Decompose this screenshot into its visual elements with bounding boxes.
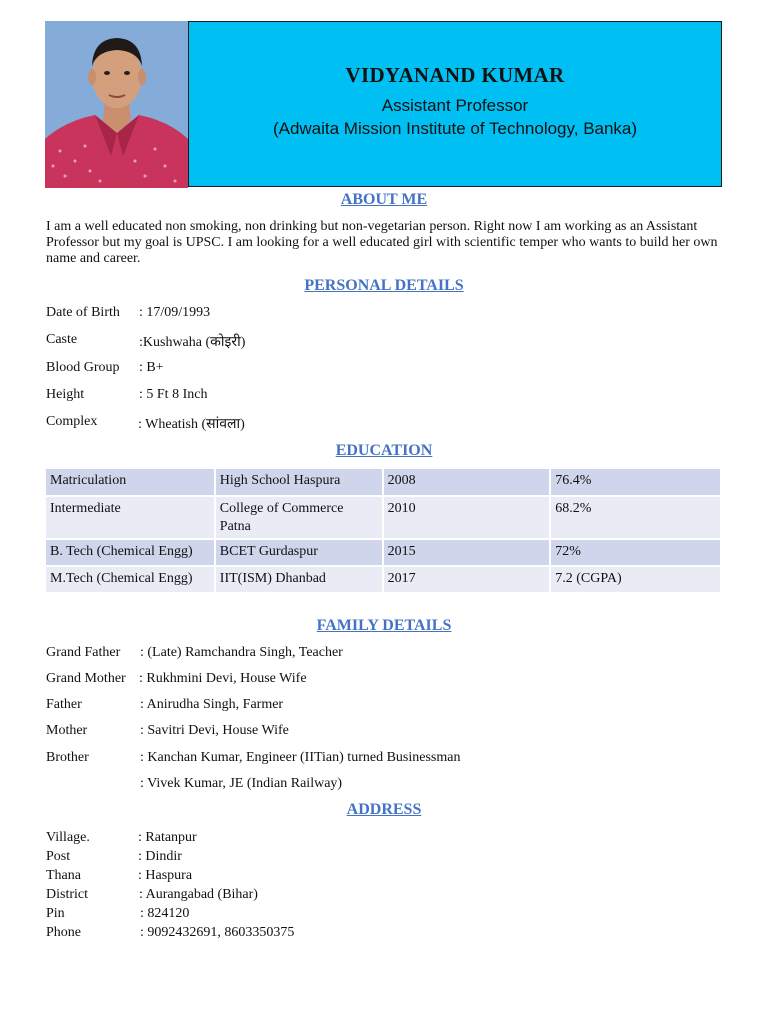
about-text: I am a well educated non smoking, non drinking but non-vegetarian person. Right now I am working as an Assistant Professor but my goal is UPSC. I am looking for a well educated girl with scientific temper who wants to build her own name and career. xyxy=(46,219,718,266)
table-cell: Matriculation xyxy=(46,469,215,496)
phone-label: Phone xyxy=(46,925,81,940)
address-row-phone xyxy=(46,925,295,941)
brother-label: Brother xyxy=(46,750,89,765)
education-heading: EDUCATION xyxy=(335,442,433,459)
header-banner xyxy=(188,21,722,187)
grand-father-value: : (Late) Ramchandra Singh, Teacher xyxy=(140,645,343,660)
address-row-pin xyxy=(46,906,190,922)
table-cell: College of Commerce Patna xyxy=(215,496,383,539)
table-cell: 76.4% xyxy=(550,469,721,496)
table-cell: 2017 xyxy=(383,566,551,593)
about-heading: ABOUT ME xyxy=(340,191,428,208)
personal-row-dob xyxy=(46,305,211,321)
table-cell: 72% xyxy=(550,539,721,566)
family-row-mother xyxy=(46,723,289,739)
blood-group-label: Blood Group xyxy=(46,360,120,375)
phone-value: : 9092432691, 8603350375 xyxy=(140,925,295,940)
address-heading: ADDRESS xyxy=(346,801,422,818)
table-cell: M.Tech (Chemical Engg) xyxy=(46,566,215,593)
caste-value: :Kushwaha (कोइरी) xyxy=(139,335,246,350)
thana-label: Thana xyxy=(46,868,81,883)
table-cell: 68.2% xyxy=(550,496,721,539)
profile-header xyxy=(45,21,722,188)
village-value: : Ratanpur xyxy=(138,830,197,845)
table-row xyxy=(46,539,721,566)
dob-label: Date of Birth xyxy=(46,305,120,320)
district-value: : Aurangabad (Bihar) xyxy=(139,887,258,902)
mother-label: Mother xyxy=(46,723,88,738)
grand-mother-value: : Rukhmini Devi, House Wife xyxy=(139,671,307,686)
table-cell: IIT(ISM) Dhanbad xyxy=(215,566,383,593)
address-row-village xyxy=(46,830,197,846)
family-row-grand-father xyxy=(46,645,343,661)
father-label: Father xyxy=(46,697,82,712)
complexion-value: : Wheatish (सांवला) xyxy=(138,417,245,432)
address-row-post xyxy=(46,849,182,865)
mother-value: : Savitri Devi, House Wife xyxy=(140,723,289,738)
organization-name: (Adwaita Mission Institute of Technology, Banka) xyxy=(272,119,638,138)
village-label: Village. xyxy=(46,830,90,845)
personal-row-height xyxy=(46,387,208,403)
table-cell: 2010 xyxy=(383,496,551,539)
personal-row-complexion xyxy=(46,414,245,432)
blood-group-value: : B+ xyxy=(139,360,164,375)
personal-row-caste xyxy=(46,332,246,350)
candidate-name: VIDYANAND KUMAR xyxy=(345,63,565,87)
family-row-brother xyxy=(46,750,461,766)
address-row-district xyxy=(46,887,258,903)
complexion-label: Complex xyxy=(46,414,98,429)
education-table xyxy=(46,469,722,594)
table-cell: 7.2 (CGPA) xyxy=(550,566,721,593)
family-row-grand-mother xyxy=(46,671,307,687)
thana-value: : Haspura xyxy=(138,868,193,883)
pin-label: Pin xyxy=(46,906,65,921)
profile-photo xyxy=(45,21,188,188)
district-label: District xyxy=(46,887,88,902)
table-cell: 2015 xyxy=(383,539,551,566)
father-value: : Anirudha Singh, Farmer xyxy=(140,697,284,712)
address-row-thana xyxy=(46,868,193,884)
family-details-heading: FAMILY DETAILS xyxy=(316,617,452,634)
dob-value: : 17/09/1993 xyxy=(139,305,211,320)
personal-row-blood-group xyxy=(46,360,164,376)
grand-father-label: Grand Father xyxy=(46,645,121,660)
table-cell: Intermediate xyxy=(46,496,215,539)
height-value: : 5 Ft 8 Inch xyxy=(139,387,208,402)
caste-label: Caste xyxy=(46,332,78,347)
table-cell: BCET Gurdaspur xyxy=(215,539,383,566)
person-portrait-image xyxy=(45,21,188,188)
table-cell: B. Tech (Chemical Engg) xyxy=(46,539,215,566)
pin-value: : 824120 xyxy=(140,906,190,921)
job-title: Assistant Professor xyxy=(381,96,529,115)
grand-mother-label: Grand Mother xyxy=(46,671,126,686)
family-row-father xyxy=(46,697,284,713)
table-row xyxy=(46,566,721,593)
table-cell: 2008 xyxy=(383,469,551,496)
personal-details-heading: PERSONAL DETAILS xyxy=(304,277,464,294)
height-label: Height xyxy=(46,387,85,402)
table-row xyxy=(46,496,721,539)
post-value: : Dindir xyxy=(138,849,182,864)
post-label: Post xyxy=(46,849,71,864)
table-row xyxy=(46,469,721,496)
brother-value: : Kanchan Kumar, Engineer (IITian) turned Businessman xyxy=(140,750,461,765)
brother-2-value: : Vivek Kumar, JE (Indian Railway) xyxy=(140,776,343,791)
table-cell: High School Haspura xyxy=(215,469,383,496)
